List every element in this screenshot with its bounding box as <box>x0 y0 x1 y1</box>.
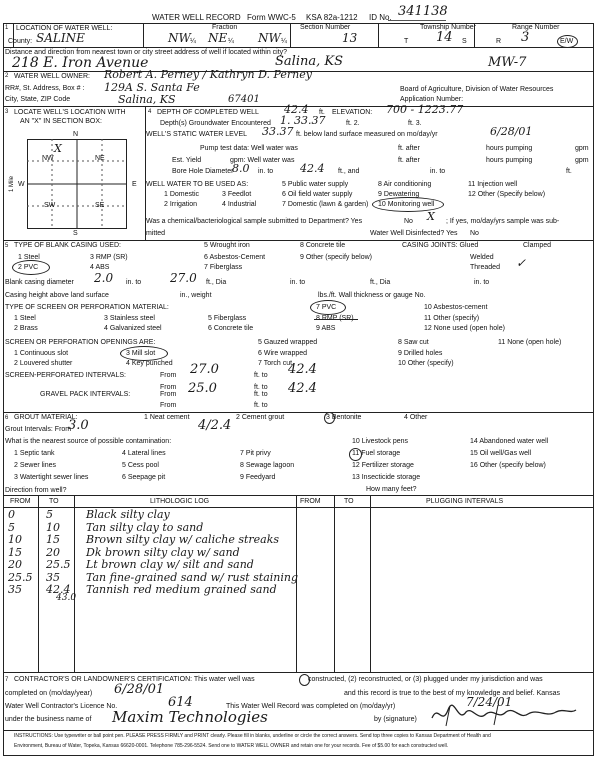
bore-diameter: 8.0 <box>232 162 250 175</box>
casing-label: TYPE OF BLANK CASING USED: <box>14 242 121 249</box>
screen-none: 12 None used (open hole) <box>424 325 505 332</box>
township-s: S <box>462 38 467 45</box>
screen-pvc-circle <box>310 300 346 315</box>
use-lawn: 7 Domestic (lawn & garden) <box>282 201 369 208</box>
well-address: 218 E. Iron Avenue <box>12 55 149 71</box>
use-ac: 8 Air conditioning <box>378 181 432 188</box>
casing-other: 9 Other (specify below) <box>300 254 372 261</box>
screen-pvc: 7 PVC <box>316 304 337 311</box>
contam-label: What is the nearest source of possible contamination: <box>5 438 172 445</box>
use-label: WELL WATER TO BE USED AS: <box>146 181 249 188</box>
use-other: 12 Other (Specify below) <box>468 191 546 198</box>
gpi-from: From <box>160 391 177 398</box>
log-header-plugging: PLUGGING INTERVALS <box>426 498 504 505</box>
mill-slot-circle <box>120 346 168 361</box>
instructions-1: INSTRUCTIONS: Use typewriter or ball point pen. PLEASE PRESS FIRMLY and PRINT clearly. Please fill in blanks, underline or circle the correct answers. Send top three copies to Kansas Department of Health and <box>14 733 491 739</box>
grout-neat: 1 Neat cement <box>144 414 190 421</box>
address-label: RR#, St. Address, Box # : <box>5 85 85 92</box>
use-irrigation: 2 Irrigation <box>164 201 198 208</box>
log-header-to-2: TO <box>344 498 354 505</box>
location-x-mark: X <box>54 142 62 155</box>
log-row-from: 5 <box>8 520 15 534</box>
bore-in-to: in. to <box>258 168 274 175</box>
log-row-to: 35 <box>46 570 60 584</box>
contam-cesspool: 5 Cess pool <box>122 462 159 469</box>
cert-line-2b: and this record is true to the best of my knowledge and belief. Kansas <box>344 690 560 697</box>
cert-line-1b: constructed, (2) reconstructed, or (3) plugged under my jurisdiction and was <box>308 676 543 683</box>
application-number-label: Application Number: <box>400 96 464 103</box>
log-row-to: 10 <box>46 520 60 534</box>
county-value: SALINE <box>36 31 85 45</box>
form-title: WATER WELL RECORD <box>152 13 241 22</box>
bore-depth: 42.4 <box>300 162 325 175</box>
est-hours: hours pumping <box>486 157 533 164</box>
spi-ft-to: ft. to <box>254 372 268 379</box>
quadrant-nw: NW <box>42 155 54 162</box>
direction-label: Distance and direction from nearest town or city street address of well if located within city? <box>5 49 288 56</box>
gpi-ft-to-2: ft. to <box>254 402 268 409</box>
cert-line-4: under the business name of <box>5 716 92 723</box>
screen-abs: 9 ABS <box>316 325 336 332</box>
pump-gpm: gpm <box>575 145 589 152</box>
casing-joints-label: CASING JOINTS: Glued <box>402 242 479 249</box>
use-monitoring: 10 Monitoring well <box>378 201 435 208</box>
contam-insecticide: 13 Insecticide storage <box>352 474 421 481</box>
contam-watertight: 3 Watertight sewer lines <box>14 474 89 481</box>
openings-label: SCREEN OR PERFORATION OPENINGS ARE: <box>5 339 156 346</box>
casing-diameter: 2.0 <box>94 271 114 285</box>
static-level-label: WELL'S STATIC WATER LEVEL <box>146 131 248 138</box>
section-number: 13 <box>342 31 358 45</box>
owner-label: WATER WELL OWNER: <box>14 73 90 80</box>
casing-pvc-circle <box>12 260 50 275</box>
section-5-num: 5 <box>5 243 9 249</box>
log-row-desc: Lt brown clay w/ silt and sand <box>86 558 254 571</box>
est-gpm: gpm <box>575 157 589 164</box>
screen-stainless: 3 Stainless steel <box>104 315 155 322</box>
range-label: Range Number <box>512 24 560 31</box>
casing-pvc: 2 PVC <box>18 264 39 271</box>
quarter-mark-2: ¼ <box>228 38 234 45</box>
screen-brass: 2 Brass <box>14 325 38 332</box>
log-row-desc: Tannish red medium grained sand <box>86 583 277 596</box>
pump-hours: hours pumping <box>486 145 533 152</box>
township-t: T <box>404 38 409 45</box>
contam-other: 16 Other (specify below) <box>470 462 546 469</box>
section-7-num: 7 <box>5 677 9 683</box>
owner-zip: 67401 <box>228 94 260 105</box>
casing-asbestos: 6 Asbestos-Cement <box>204 254 266 261</box>
chem-tail: ; If yes, mo/day/yrs sample was sub- <box>446 218 560 225</box>
township-value: 14 <box>436 30 453 45</box>
opening-louvered: 2 Louvered shutter <box>14 360 73 367</box>
record-completed-date: 7/24/01 <box>466 695 513 709</box>
section-6-num: 6 <box>5 415 9 421</box>
locate-label: LOCATE WELL'S LOCATION WITH <box>14 109 126 116</box>
static-level-value: 33.37 <box>262 125 294 138</box>
fraction-label: Fraction <box>212 24 238 31</box>
screen-fiberglass: 5 Fiberglass <box>208 315 247 322</box>
casing-ft-dia-2: ft., Dia <box>370 279 391 286</box>
bore-ft-2: ft. <box>566 168 572 175</box>
locate-label-2: AN "X" IN SECTION BOX: <box>20 118 102 125</box>
casing-welded: Welded <box>470 254 494 261</box>
fraction-1: NW <box>168 31 191 45</box>
grout-cement: 2 Cement grout <box>236 414 285 421</box>
opening-torch: 7 Torch cut <box>258 360 293 367</box>
gpi-ft-to: ft. to <box>254 391 268 398</box>
disinfected-no: No <box>470 230 479 237</box>
business-name: Maxim Technologies <box>112 708 268 726</box>
spi-from-2: From <box>160 384 177 391</box>
log-total-depth: 43.0 <box>56 593 77 603</box>
spi-from: From <box>160 372 177 379</box>
spi-from-value: 27.0 <box>190 362 219 377</box>
chem-mitted: mitted <box>146 230 166 237</box>
contam-lateral: 4 Lateral lines <box>122 450 166 457</box>
opening-key-punched: 4 Key punched <box>126 360 173 367</box>
groundwater-label: Depth(s) Groundwater Encountered <box>160 120 271 127</box>
contam-privy: 7 Pit privy <box>240 450 271 457</box>
section-2-num: 2 <box>5 73 9 79</box>
compass-e: E <box>132 181 137 188</box>
groundwater-3: ft. 3. <box>408 120 422 127</box>
fraction-2: NE <box>208 31 228 45</box>
grout-interval-label: Grout Intervals: From <box>5 426 72 433</box>
use-feedlot: 3 Feedlot <box>222 191 252 198</box>
spi-to-value: 42.4 <box>288 362 317 377</box>
casing-steel: 1 Steel <box>18 254 40 261</box>
fuel-storage-circle <box>349 448 362 461</box>
log-header-to: TO <box>49 498 59 505</box>
screen-galvanized: 4 Galvanized steel <box>104 325 162 332</box>
log-row-from: 35 <box>8 583 22 596</box>
threaded-check: ✓ <box>516 256 527 270</box>
how-many-feet: How many feet? <box>366 486 417 493</box>
log-header-from-2: FROM <box>300 498 321 505</box>
quadrant-sw: SW <box>44 202 56 209</box>
casing-ft-dia: ft., Dia <box>206 279 227 286</box>
owner-name: Robert A. Perney / Kathryn D. Perney <box>104 68 312 81</box>
opening-none: 11 None (open hole) <box>498 339 562 346</box>
contam-seepage: 6 Seepage pit <box>122 474 166 481</box>
log-row-desc: Tan fine-grained sand w/ rust staining <box>86 570 298 584</box>
grout-from: 3.0 <box>68 418 89 433</box>
well-id: MW-7 <box>488 55 527 70</box>
casing-threaded: Threaded <box>470 264 500 271</box>
screen-other: 11 Other (specify) <box>424 315 480 322</box>
form-number: Form WWC-5 <box>247 13 296 22</box>
gpi-from-2: From <box>160 402 177 409</box>
screen-rmp: 8 RMP (SR) <box>316 315 354 322</box>
signature-label: by (signature) <box>374 716 417 723</box>
direction-from-well: Direction from well? <box>5 487 67 494</box>
groundwater-1: 1. 33.37 <box>280 114 326 127</box>
log-row-from: 0 <box>8 508 15 521</box>
pump-test-label: Pump test data: Well water was <box>200 145 298 152</box>
id-label: ID No. <box>369 13 392 22</box>
est-yield-gpm: gpm: Well water was <box>230 157 295 164</box>
screen-concrete: 6 Concrete tile <box>208 325 254 332</box>
log-row-desc: Dk brown silty clay w/ sand <box>86 545 240 559</box>
section-4-num: 4 <box>148 109 152 115</box>
log-header-from: FROM <box>10 498 31 505</box>
section-grid <box>27 139 127 229</box>
use-industrial: 4 Industrial <box>222 201 257 208</box>
grout-other: 4 Other <box>404 414 428 421</box>
contam-lagoon: 8 Sewage lagoon <box>240 462 295 469</box>
log-row-desc: Black silty clay <box>86 508 170 521</box>
quadrant-se: SE <box>95 202 105 209</box>
compass-s: S <box>73 230 78 237</box>
est-yield-label: Est. Yield <box>172 157 202 164</box>
log-row-from: 25.5 <box>8 570 33 584</box>
section-1-label: LOCATION OF WATER WELL: <box>16 25 113 32</box>
mile-label: 1 Mile <box>9 175 16 193</box>
static-level-tail: ft. below land surface measured on mo/day/yr <box>296 131 438 138</box>
city-label: City, State, ZIP Code <box>5 96 71 103</box>
quadrant-ne: NE <box>95 155 105 162</box>
cert-line-3b: This Water Well Record was completed on (mo/day/yr) <box>226 703 396 710</box>
log-row-to: 5 <box>46 508 53 521</box>
cert-line-3: Water Well Contractor's Licence No. <box>5 703 118 710</box>
log-row-to: 25.5 <box>46 558 71 571</box>
use-oil-field: 6 Oil field water supply <box>282 191 353 198</box>
owner-city: Salina, KS <box>118 93 176 106</box>
contam-feedyard: 9 Feedyard <box>240 474 276 481</box>
gpi-from-value: 25.0 <box>188 381 217 396</box>
quarter-mark-3: ¼ <box>281 38 287 45</box>
cert-line-2: completed on (mo/day/year) <box>5 690 93 697</box>
log-row-from: 15 <box>8 545 22 559</box>
log-row-from: 10 <box>8 533 22 546</box>
chem-no: No <box>404 218 413 225</box>
casing-abs: 4 ABS <box>90 264 110 271</box>
screen-asbestos: 10 Asbestos-cement <box>424 304 488 311</box>
log-row-to: 20 <box>46 545 60 559</box>
contam-septic: 1 Septic tank <box>14 450 55 457</box>
est-after: ft. after <box>398 157 420 164</box>
contam-fertilizer: 12 Fertilizer storage <box>352 462 414 469</box>
completed-date: 6/28/01 <box>114 682 165 697</box>
spi-ft-to-2: ft. to <box>254 384 268 391</box>
log-row-desc: Brown silty clay w/ caliche streaks <box>86 533 280 546</box>
casing-diameter-label: Blank casing diameter <box>5 279 74 286</box>
static-level-date: 6/28/01 <box>490 125 533 138</box>
depth-ft: ft. <box>319 109 325 116</box>
casing-clamped: Clamped <box>523 242 552 249</box>
use-public: 5 Public water supply <box>282 181 349 188</box>
quarter-mark-1: ¼ <box>190 38 196 45</box>
elevation-label: ELEVATION: <box>332 109 373 116</box>
casing-height-label: Casing height above land surface <box>5 292 109 299</box>
bore-ft-and: ft., and <box>338 168 360 175</box>
log-row-desc: Tan silty clay to sand <box>86 520 204 534</box>
section-3-num: 3 <box>5 109 9 115</box>
groundwater-2: ft. 2. <box>346 120 360 127</box>
depth-label: DEPTH OF COMPLETED WELL <box>157 109 259 116</box>
bore-in-to-2: in. to <box>430 168 446 175</box>
opening-continuous: 1 Continuous slot <box>14 350 69 357</box>
casing-fiberglass: 7 Fiberglass <box>204 264 243 271</box>
spi-label: SCREEN-PERFORATED INTERVALS: <box>5 372 126 379</box>
gpi-to-value: 42.4 <box>288 381 317 396</box>
instructions-2: Environment, Bureau of Water, Topeka, Kansas 66620-0001. Telephone 785-296-5524. Send one to WATER WELL OWNER and retain one for your records. Fee of $5.00 for each constructed well. <box>14 743 449 749</box>
bentonite-circle <box>324 412 335 424</box>
use-injection: 11 Injection well <box>468 181 518 188</box>
screen-label: TYPE OF SCREEN OR PERFORATION MATERIAL: <box>5 304 169 311</box>
use-dewatering: 9 Dewatering <box>378 191 420 198</box>
contam-sewer: 2 Sewer lines <box>14 462 57 469</box>
bore-label: Bore Hole Diameter <box>172 168 234 175</box>
contam-oilwell: 15 Oil well/Gas well <box>470 450 532 457</box>
opening-drilled: 9 Drilled holes <box>398 350 443 357</box>
compass-n: N <box>73 131 79 138</box>
id-value: 341138 <box>398 4 448 19</box>
contam-livestock: 10 Livestock pens <box>352 438 409 445</box>
casing-in-to-3: in. to <box>474 279 490 286</box>
casing-in-to: in. to <box>126 279 142 286</box>
ksa-ref: KSA 82a-1212 <box>306 13 358 22</box>
opening-gauzed: 5 Gauzed wrapped <box>258 339 318 346</box>
casing-wrought: 5 Wrought iron <box>204 242 250 249</box>
contam-abandoned: 14 Abandoned water well <box>470 438 549 445</box>
range-r: R <box>496 38 502 45</box>
grout-to: 4/2.4 <box>198 418 232 433</box>
opening-other: 10 Other (specify) <box>398 360 454 367</box>
log-row-from: 20 <box>8 558 22 571</box>
opening-mill-slot: 3 Mill slot <box>126 350 156 357</box>
licence-number: 614 <box>168 695 193 710</box>
gpi-label: GRAVEL PACK INTERVALS: <box>40 391 131 398</box>
signature <box>428 702 578 728</box>
range-value: 3 <box>521 30 530 45</box>
use-domestic: 1 Domestic <box>164 191 200 198</box>
casing-in-to-2: in. to <box>290 279 306 286</box>
owner-street: 129A S. Santa Fe <box>104 81 200 94</box>
township-label: Township Number <box>420 24 477 31</box>
board-label: Board of Agriculture, Division of Water Resources <box>400 86 554 93</box>
log-row-to: 15 <box>46 533 60 546</box>
county-label: County: <box>8 38 33 45</box>
grout-bentonite: 3 Bentonite <box>326 414 362 421</box>
compass-w: W <box>18 181 25 188</box>
casing-rmp: 3 RMP (SR) <box>90 254 128 261</box>
casing-weight: in., weight <box>180 292 212 299</box>
grout-label: GROUT MATERIAL: <box>14 414 78 421</box>
section-1-num: 1 <box>5 25 9 31</box>
disinfected-label: Water Well Disinfected? Yes <box>370 230 458 237</box>
elevation-value: 700 - 1223.77 <box>386 103 464 116</box>
casing-concrete: 8 Concrete tile <box>300 242 346 249</box>
pump-after: ft. after <box>398 145 420 152</box>
fraction-3: NW <box>258 31 281 45</box>
chem-sample-label: Was a chemical/bacteriological sample submitted to Department? Yes <box>146 218 363 225</box>
chem-no-mark: X <box>427 210 435 223</box>
section-number-label: Section Number <box>300 24 351 31</box>
casing-depth: 27.0 <box>170 271 197 285</box>
range-dir: E/W <box>560 38 574 45</box>
well-city: Salina, KS <box>275 54 343 69</box>
log-row-to: 42.4 <box>46 583 71 596</box>
casing-wall: lbs./ft. Wall thickness or gauge No. <box>318 292 426 299</box>
opening-wire: 6 Wire wrapped <box>258 350 308 357</box>
contam-fuel: 11 Fuel storage <box>352 450 401 457</box>
cert-line-1: CONTRACTOR'S OR LANDOWNER'S CERTIFICATION: This water well was <box>14 676 255 683</box>
screen-steel: 1 Steel <box>14 315 36 322</box>
log-header-litho: LITHOLOGIC LOG <box>150 498 210 505</box>
opening-saw: 8 Saw cut <box>398 339 429 346</box>
depth-value: 42.4 <box>284 103 309 116</box>
